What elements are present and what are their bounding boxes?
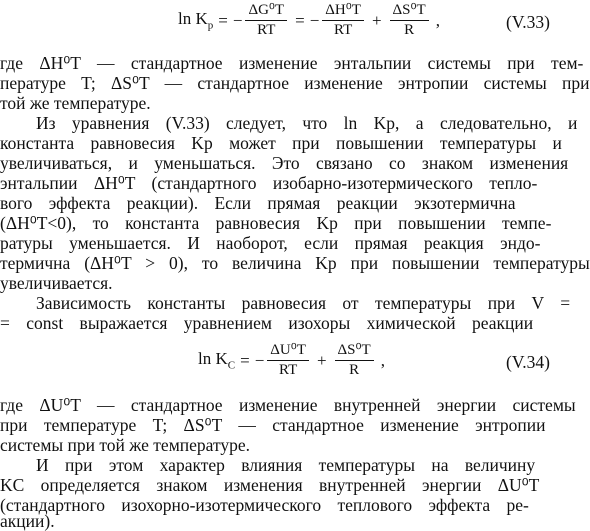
- text-line: KC определяется знаком изменения внутренней энергии ΔU⁰T: [0, 475, 540, 495]
- text-line: энтальпии ΔH⁰T (стандартного изобарно-изотермического тепло-: [0, 173, 538, 193]
- fraction-numerator: ΔH⁰T: [322, 2, 364, 21]
- text-line: той же температуре.: [0, 93, 151, 113]
- fraction-denominator: R: [404, 22, 415, 38]
- text-line: акции).: [0, 511, 55, 531]
- text-line: термична (ΔH⁰T > 0), то величина Kp при повышении температуры: [0, 253, 590, 273]
- eq-operator: =: [295, 10, 305, 30]
- fraction-numerator: ΔU⁰T: [267, 342, 309, 361]
- text-line: Из уравнения (V.33) следует, что ln Kp, а следовательно, и: [36, 113, 578, 133]
- equation-number: (V.34): [506, 352, 550, 372]
- eq-sign: −: [254, 350, 265, 370]
- eq-operator: +: [371, 10, 382, 30]
- text-line: системы при той же температуре.: [0, 435, 251, 455]
- eq-operator: =: [218, 10, 228, 30]
- eq-operator: +: [316, 350, 327, 370]
- fraction-numerator: ΔG⁰T: [245, 2, 287, 21]
- text-line: Зависимость константы равновесия от температуры при V =: [36, 293, 571, 313]
- fraction-numerator: ΔS⁰T: [335, 342, 374, 361]
- fraction-denominator: RT: [333, 22, 353, 38]
- fraction: [390, 2, 429, 39]
- eq-lhs: $\ln K_p$: [178, 9, 214, 32]
- eq-sign: −: [232, 10, 243, 30]
- text-line: увеличивается.: [0, 273, 113, 293]
- text-line: (стандартного изохорно-изотермического теплового эффекта ре-: [0, 495, 529, 515]
- text-line: увеличиваться, и уменьшаться. Это связано со знаком изменения: [0, 153, 569, 173]
- eq-lhs: $\ln K_C$: [198, 349, 236, 372]
- fraction: [245, 2, 287, 39]
- text-line: где ΔH⁰T — стандартное изменение энтальпии системы при тем-: [0, 53, 584, 73]
- fraction: [267, 342, 309, 379]
- text-line: пературе T; ΔS⁰T — стандартное изменение энтропии системы при: [0, 73, 590, 93]
- text-line: = const выражается уравнением изохоры химической реакции: [0, 313, 534, 333]
- text-line: И при этом характер влияния температуры на величину: [36, 455, 536, 475]
- equation-v33: [178, 2, 440, 39]
- fraction-denominator: RT: [257, 22, 276, 38]
- text-line: (ΔH⁰T<0), то константа равновесия Kp при повышении темпе-: [0, 213, 552, 233]
- text-line: константа равновесия Kp может при повышении температуры и: [0, 133, 562, 153]
- fraction-denominator: RT: [278, 362, 298, 378]
- fraction-numerator: ΔS⁰T: [390, 2, 429, 21]
- eq-trailing-comma: ,: [435, 10, 440, 30]
- eq-trailing-comma: ,: [380, 350, 385, 370]
- eq-operator: =: [240, 350, 250, 370]
- equation-number: (V.33): [506, 12, 550, 32]
- fraction-denominator: R: [349, 362, 360, 378]
- eq-sign: −: [309, 10, 320, 30]
- text-line: вого эффекта реакции). Если прямая реакции экзотермична: [0, 193, 516, 213]
- fraction: [322, 2, 364, 39]
- equation-v34: [198, 342, 385, 379]
- fraction: [335, 342, 374, 379]
- text-line: ратуры уменьшается. И наоборот, если прямая реакция эндо-: [0, 233, 541, 253]
- text-line: где ΔU⁰T — стандартное изменение внутренней энергии системы: [0, 395, 576, 415]
- text-line: при температуре T; ΔS⁰T — стандартное изменение энтропии: [0, 415, 546, 435]
